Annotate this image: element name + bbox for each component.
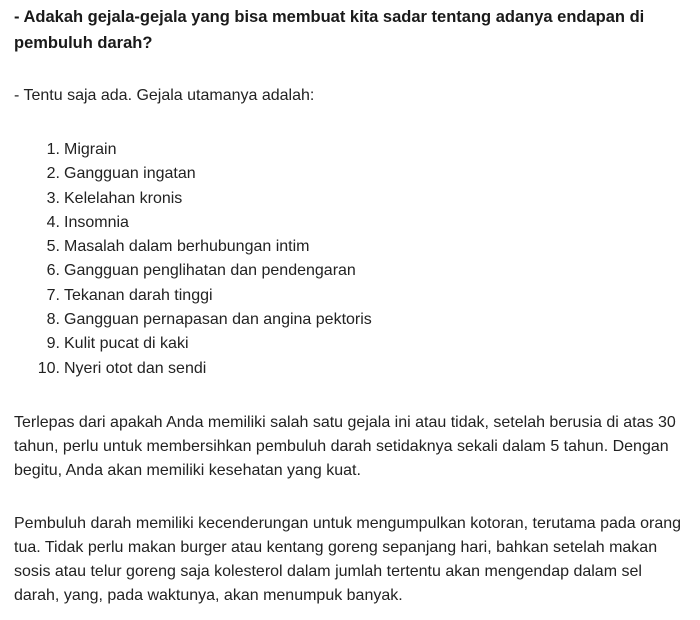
list-item-text: Kulit pucat di kaki <box>64 335 189 353</box>
list-item-number: 3. <box>46 189 60 207</box>
list-item <box>46 211 686 235</box>
list-item-text: Masalah dalam berhubungan intim <box>64 238 310 256</box>
list-item <box>46 308 686 332</box>
list-item-number: 10. <box>37 359 60 377</box>
list-item-number: 2. <box>46 165 60 183</box>
list-item-number: 7. <box>46 286 60 304</box>
list-item-text: Insomnia <box>64 213 129 231</box>
list-item <box>46 187 686 211</box>
list-item-text: Migrain <box>64 141 117 158</box>
list-item <box>46 138 686 162</box>
list-item-number: 4. <box>46 213 60 231</box>
list-item-number: 5. <box>46 238 60 256</box>
answer-intro: - Tentu saja ada. Gejala utamanya adalah: <box>14 87 315 104</box>
paragraph-cholesterol: Pembuluh darah memiliki kecenderungan untuk mengumpulkan kotoran, terutama pada orang tua. Tidak perlu makan burger atau kentang goreng sepanjang hari, bahkan setelah makan sosis atau telur goreng saja kolesterol dalam jumlah tertentu akan mengendap dalam sel darah, yang, pada waktunya, akan menumpuk banyak. <box>14 514 682 604</box>
list-item <box>46 259 686 283</box>
list-item-text: Gangguan pernapasan dan angina pektoris <box>64 311 372 329</box>
question-heading: - Adakah gejala-gejala yang bisa membuat kita sadar tentang adanya endapan di pembuluh darah? <box>14 8 645 52</box>
list-item-text: Gangguan ingatan <box>64 165 196 183</box>
list-item-text: Nyeri otot dan sendi <box>64 359 207 377</box>
list-item-number: 6. <box>46 262 60 280</box>
list-item-text: Gangguan penglihatan dan pendengaran <box>64 262 356 280</box>
list-item-text: Kelelahan kronis <box>64 189 183 207</box>
list-item <box>46 332 686 356</box>
list-item <box>46 284 686 308</box>
list-item <box>46 235 686 259</box>
list-item-number: 1. <box>46 141 60 158</box>
list-item <box>37 357 686 381</box>
list-item-number: 8. <box>46 311 60 329</box>
paragraph-cleaning-advice: Terlepas dari apakah Anda memiliki salah satu gejala ini atau tidak, setelah berusia di atas 30 tahun, perlu untuk membersihkan pembuluh darah setidaknya sekali dalam 5 tahun. Dengan begitu, Anda akan memiliki kesehatan yang kuat. <box>14 413 676 479</box>
symptom-list <box>14 138 686 381</box>
list-item-number: 9. <box>46 335 60 353</box>
list-item <box>46 162 686 186</box>
list-item-text: Tekanan darah tinggi <box>64 286 213 304</box>
